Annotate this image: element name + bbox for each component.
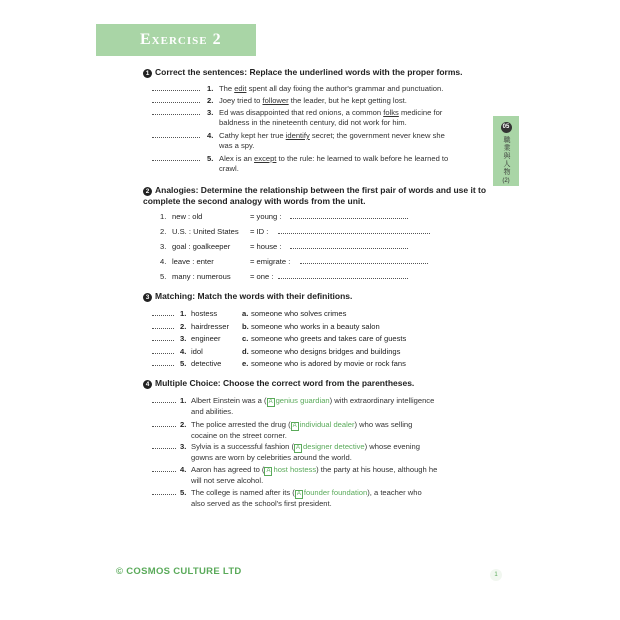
answer-blank[interactable] [152,309,174,316]
sentence-text: The edit spent all day fixing the author's grammar and punctuation. [219,84,444,93]
item-number: 3. [180,334,187,343]
section4-title: 4 Multiple Choice: Choose the correct word from the parentheses. [143,378,493,389]
answer-blank[interactable] [152,84,200,91]
answer-blank[interactable] [290,242,408,249]
answer-blank[interactable] [278,227,430,234]
definition-text: someone who designs bridges and buildings [251,346,401,356]
unit-label: 職業與人物 [503,136,510,176]
copyright-text: © COSMOS CULTURE LTD [116,566,242,577]
item-number: 1. [160,212,167,221]
answer-blank[interactable] [278,272,408,279]
section4-badge: 4 [143,380,152,389]
option-b[interactable]: detective [334,442,365,451]
item-number: 4. [160,257,167,266]
definition-text: someone who is adored by movie or rock fans [251,359,406,368]
answer-blank[interactable] [152,465,176,472]
question-text: Albert Einstein was a ( A genius guardian) with extraordinary intelligence and abilities. [191,396,435,416]
answer-blank[interactable] [152,108,200,115]
analogy-prompt: = ID : [250,227,269,236]
answer-blank[interactable] [152,359,174,366]
definition-letter: d. [242,346,249,356]
definition-letter: c. [242,334,249,343]
definition-text: someone who greets and takes care of guests [251,334,407,343]
sentence-text: Ed was disappointed that red onions, a common folks medicine for baldness in the nineteenth century, did not work for him. [219,108,443,127]
question-text: The college is named after its ( A founder foundation), a teacher who also served as the school's first president. [191,488,422,508]
definition-letter: a. [242,309,249,318]
definition-text: someone who works in a beauty salon [251,321,380,331]
answer-blank[interactable] [152,396,176,403]
match-word: idol [191,346,203,356]
page-number: 1 [490,569,502,581]
section3-title: 3 Matching: Match the words with their definitions. [143,291,493,302]
section1-badge: 1 [143,69,152,78]
item-number: 5. [207,154,214,163]
section1-title: 1 Correct the sentences: Replace the underlined words with the proper forms. [143,67,493,78]
answer-blank[interactable] [152,420,176,427]
underlined-word: identify [285,131,310,140]
answer-blank[interactable] [152,96,200,103]
underlined-word: except [254,154,277,163]
item-number: 3. [160,242,167,251]
option-a[interactable]: genius [275,396,298,405]
match-word: hairdresser [191,321,229,331]
option-a[interactable]: designer [303,442,333,451]
match-word: detective [191,359,222,368]
sentence-text: Cathy kept her true identify secret; the government never knew she was a spy. [219,131,445,150]
analogy-prompt: = one : [250,272,274,281]
analogy-pair: goal : goalkeeper [172,242,231,251]
answer-blank[interactable] [290,212,408,219]
option-a[interactable]: host [273,465,288,474]
definition-text: someone who solves crimes [251,309,347,318]
analogy-pair: leave : enter [172,257,214,266]
option-a-marker: A [296,491,301,497]
answer-blank[interactable] [152,442,176,449]
analogy-prompt: = young : [250,212,282,221]
analogy-pair: new : old [172,212,203,221]
underlined-word: follower [262,96,289,105]
item-number: 5. [180,359,187,368]
option-b[interactable]: guardian [300,396,330,405]
unit-number: 05 [501,122,512,133]
option-a-marker: A [266,468,271,474]
question-text: Sylvia is a successful fashion ( A designer detective) whose evening gowns are worn by celebrities around the world. [191,442,420,462]
answer-blank[interactable] [152,154,200,161]
option-b[interactable]: foundation [331,488,368,497]
question-text: Aaron has agreed to ( A host hostess) the party at his house, although he will not serve alcohol. [191,465,438,485]
unit-side-tab [493,116,519,186]
item-number: 3. [207,108,214,117]
item-number: 4. [180,346,187,356]
item-number: 3. [180,442,187,451]
option-a-marker: A [295,445,300,451]
analogy-pair: many : numerous [172,272,231,281]
answer-blank[interactable] [300,257,428,264]
item-number: 2. [160,227,167,236]
item-number: 2. [180,321,187,331]
match-word: engineer [191,334,221,343]
exercise-banner [96,24,256,56]
answer-blank[interactable] [152,347,174,354]
answer-blank[interactable] [152,131,200,138]
unit-sub: (2) [502,178,510,184]
item-number: 1. [180,309,187,318]
item-number: 1. [207,84,214,93]
option-a[interactable]: individual [299,420,332,429]
section3-badge: 3 [143,293,152,302]
answer-blank[interactable] [152,322,174,329]
answer-blank[interactable] [152,488,176,495]
item-number: 4. [180,465,187,474]
definition-letter: e. [242,359,249,368]
section2-title: 2 Analogies: Determine the relationship between the first pair of words and use it to complete the second analogy with words from the unit. [143,185,487,206]
option-a-marker: A [268,399,273,405]
underlined-word: folks [383,108,399,117]
option-a-marker: A [292,423,297,429]
option-a[interactable]: founder [303,488,330,497]
item-number: 4. [207,131,214,140]
sentence-text: Alex is an except to the rule: he learned to walk before he learned to crawl. [219,154,449,173]
item-number: 5. [180,488,187,497]
item-number: 2. [180,420,187,429]
section2-badge: 2 [143,187,152,196]
answer-blank[interactable] [152,334,174,341]
question-text: The police arrested the drug ( A individual dealer) who was selling cocaine on the street corner. [191,420,413,440]
option-b[interactable]: hostess [289,465,317,474]
analogy-prompt: = house : [250,242,282,251]
match-word: hostess [191,309,218,318]
exercise-title: Exercise 2 [140,31,222,48]
analogy-pair: U.S. : United States [172,227,239,236]
analogy-prompt: = emigrate : [250,257,291,266]
item-number: 5. [160,272,167,281]
option-b[interactable]: dealer [333,420,355,429]
item-number: 1. [180,396,187,405]
underlined-word: edit [234,84,247,93]
sentence-text: Joey tried to follower the leader, but he kept getting lost. [219,96,407,105]
item-number: 2. [207,96,214,105]
definition-letter: b. [242,321,249,331]
